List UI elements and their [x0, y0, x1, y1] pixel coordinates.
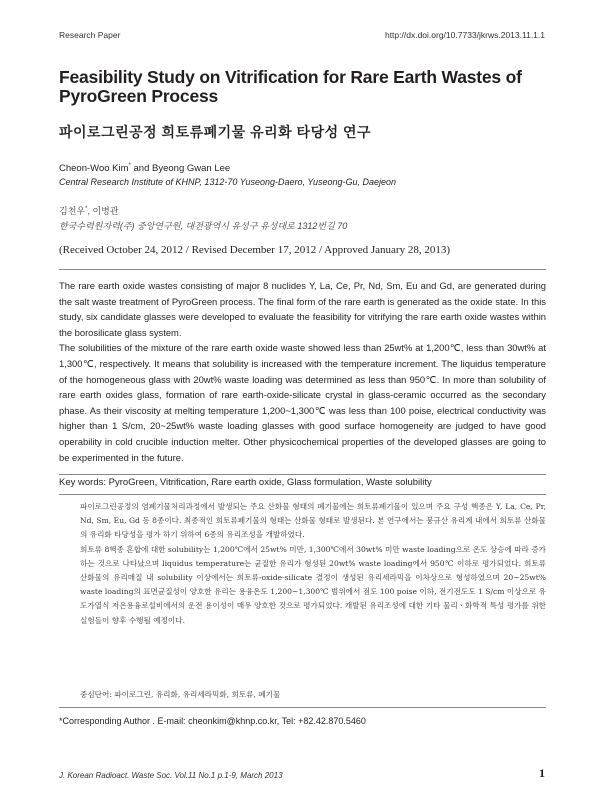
abstract-ko-paragraph: 파이로그린공정의 염폐기물처리과정에서 발생되는 주요 산화물 형태의 폐기물에는 희토류폐기물이 있으며 주요 구성 핵종은 Y, La, Ce, Pr, Nd, Sm, Eu, Gd 등 8종이다. 최종적인 희토류폐기물의 형태는 산화물 형태로 발생된다. 본 연구에서는 붕규산 유리계 내에서 희토류 산화물의 유리화 타당성을 평가 하기 위하여 6종의 유리조성을 개발하였다. — [80, 502, 546, 540]
corresponding-author-note: *Corresponding Author . E-mail: cheonkim@khnp.co.kr, Tel: +82.42.870.5460 — [59, 716, 366, 726]
author-ko-2: , 이병관 — [87, 206, 119, 216]
received-dates: (Received October 24, 2012 / Revised December 17, 2012 / Approved January 28, 2013) — [59, 244, 451, 256]
abstract-korean — [80, 500, 546, 628]
abstract-paragraph: The rare earth oxide wastes consisting of major 8 nuclides Y, La, Ce, Pr, Nd, Sm, Eu and Gd, are generated during the salt waste treatment of PyroGreen process. The final form of the rare earth is generated as the oxide state. In this study, six candidate glasses were developed to evaluate the feasibility for vitrifying the rare earth oxide wastes within the borosilicate glass system. — [59, 280, 546, 338]
keywords-korean: 중심단어: 파이로그린, 유리화, 유리세라믹화, 희토류, 폐기물 — [80, 690, 281, 699]
corresponding-mark: * — [128, 163, 131, 169]
author-2: and Byeong Gwan Lee — [130, 163, 231, 175]
journal-citation: J. Korean Radioact. Waste Soc. Vol.11 No.1 p.1-9, March 2013 — [59, 771, 283, 780]
affiliation-english: Central Research Institute of KHNP, 1312-70 Yuseong-Daero, Yuseong-Gu, Daejeon — [59, 177, 397, 187]
authors-korean — [59, 204, 119, 217]
paper-title-korean: 파이로그린공정 희토류폐기물 유리화 타당성 연구 — [59, 124, 372, 140]
divider — [59, 494, 546, 495]
author-1: Cheon-Woo Kim — [59, 163, 129, 175]
page-number: 1 — [539, 766, 545, 780]
abstract-ko-paragraph: 희토류 8핵종 혼합에 대한 solubility는 1,200℃에서 25wt% 미만, 1,300℃에서 30wt% 미만 waste loading으로 온도 상승에 따라 증가하는 것으로 나타났으며 liquidus temperature는 균질한 유리가 형성된 20wt% waste loading에서 950℃ 이하로 평가되었다. 희토류 산화물의 유리매질 내 solubility 이상에서는 희토류-oxide-silicate 결정이 생성된 유리세라믹을 이차상으로 형성하였으며 20~25wt% waste loading의 표면균질성이 양호한 유리는 용융온도 1,200~1,300℃ 범위에서 점도 100 poise 이하, 전기전도도 1 S/cm 이상으로 유도가열식 저온용융로설비에서의 운전 용이성이 매우 양호한 것으로 평가되었다. 개발된 유리조성에 대한 기타 물리ㆍ화학적 특성 평가를 위한 실험들이 향후 수행될 예정이다. — [80, 544, 546, 625]
keywords-english: Key words: PyroGreen, Vitrification, Rare earth oxide, Glass formulation, Waste solubility — [59, 477, 432, 488]
authors-english — [59, 163, 230, 174]
affiliation-korean: 한국수력원자력(주) 중앙연구원, 대전광역시 유성구 유성대로 1312번길 70 — [59, 221, 348, 231]
abstract-english — [59, 278, 546, 465]
footnote-divider — [59, 707, 546, 708]
divider — [59, 474, 546, 475]
doi-link[interactable]: http://dx.doi.org/10.7733/jkrws.2013.11.1.1 — [384, 30, 545, 40]
author-ko-1: 김천우 — [59, 206, 86, 216]
divider — [59, 269, 546, 270]
corresponding-mark-ko: * — [85, 206, 88, 212]
running-header-type: Research Paper — [59, 30, 121, 40]
abstract-paragraph: The solubilities of the mixture of the rare earth oxide waste showed less than 25wt% at 1,200℃, less than 30wt% at 1,300℃, respectively. It means that solubility is increased with the temperature increment. The liquidus temperature of the homogeneous glass with 20wt% waste loading was determined as less than 950℃. In more than solubility of rare earth oxides glass, formation of rare earth-oxide-silicate crystal in glass-ceramic occurred as the secondary phase. As their viscosity at melting temperature 1,200~1,300℃ was less than 100 poise, electrical conductivity was higher than 1 S/cm, 20~25wt% waste loading glasses with good surface homogeneity are judged to have good operability in cold crucible induction melter. Other physicochemical properties of the developed glasses are going to be experimented in the future. — [59, 342, 546, 463]
paper-title-english: Feasibility Study on Vitrification for Rare Earth Wastes of PyroGreen Process — [59, 67, 522, 106]
